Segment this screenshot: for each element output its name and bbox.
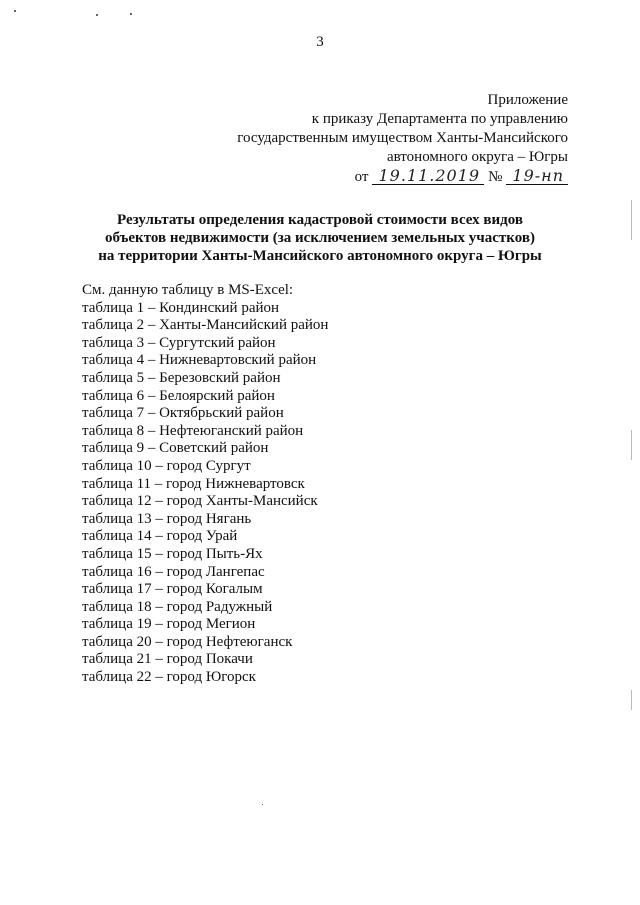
list-item[interactable]: таблица 17 – город Когалым	[82, 581, 263, 598]
date-prefix: от	[354, 169, 369, 185]
scan-artifact	[96, 14, 98, 16]
list-item[interactable]: таблица 12 – город Ханты-Мансийск	[82, 493, 318, 510]
scan-edge-mark	[631, 430, 632, 460]
list-item[interactable]: таблица 18 – город Радужный	[82, 598, 273, 615]
appendix-line: к приказу Департамента по управлению	[311, 111, 568, 127]
list-item[interactable]: таблица 14 – город Урай	[82, 528, 238, 545]
table-list	[82, 282, 328, 687]
list-item[interactable]: таблица 11 – город Нижневартовск	[82, 475, 305, 492]
appendix-line: Приложение	[487, 92, 568, 108]
list-item[interactable]: таблица 16 – город Лангепас	[82, 563, 265, 580]
scan-edge-mark	[631, 690, 632, 710]
appendix-line: автономного округа – Югры	[386, 149, 568, 165]
scan-artifact	[262, 804, 263, 805]
list-item[interactable]: таблица 5 – Березовский район	[82, 369, 281, 386]
list-item[interactable]: таблица 1 – Кондинский район	[82, 299, 280, 316]
list-item[interactable]: таблица 20 – город Нефтеюганск	[82, 633, 293, 650]
appendix-header	[237, 91, 568, 187]
title-line: на территории Ханты-Мансийского автономного округа – Югры	[98, 248, 542, 264]
list-item[interactable]: таблица 15 – город Пыть-Ях	[82, 545, 263, 562]
title-line: Результаты определения кадастровой стоимости всех видов	[117, 212, 523, 228]
list-item[interactable]: таблица 21 – город Покачи	[82, 651, 253, 668]
title-line: объектов недвижимости (за исключением земельных участков)	[105, 230, 535, 246]
scan-artifact	[14, 10, 16, 12]
handwritten-date: 19.11.2019	[372, 167, 484, 185]
list-item[interactable]: таблица 6 – Белоярский район	[82, 387, 275, 404]
list-intro: См. данную таблицу в MS-Excel:	[82, 282, 294, 298]
handwritten-number: 19-нп	[506, 167, 568, 185]
number-prefix: №	[488, 169, 503, 185]
scan-artifact	[130, 13, 132, 15]
list-item[interactable]: таблица 19 – город Мегион	[82, 616, 256, 633]
document-title	[0, 211, 640, 265]
list-item[interactable]: таблица 3 – Сургутский район	[82, 334, 276, 351]
list-item[interactable]: таблица 10 – город Сургут	[82, 457, 251, 474]
page-number: 3	[316, 34, 324, 50]
order-date-number	[237, 167, 568, 187]
list-item[interactable]: таблица 9 – Советский район	[82, 440, 269, 457]
list-item[interactable]: таблица 8 – Нефтеюганский район	[82, 422, 304, 439]
list-item[interactable]: таблица 22 – город Югорск	[82, 669, 256, 686]
appendix-line: государственным имуществом Ханты-Мансийского	[237, 130, 568, 146]
list-item[interactable]: таблица 4 – Нижневартовский район	[82, 352, 317, 369]
list-item[interactable]: таблица 13 – город Нягань	[82, 510, 252, 527]
list-item[interactable]: таблица 7 – Октябрьский район	[82, 405, 284, 422]
list-item[interactable]: таблица 2 – Ханты-Мансийский район	[82, 317, 329, 334]
